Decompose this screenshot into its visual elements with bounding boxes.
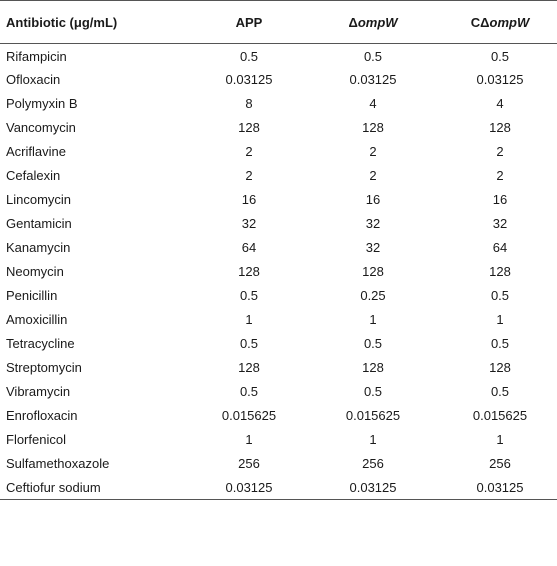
antibiotic-name-cell: Neomycin [6,264,64,279]
app-value-cell: 128 [238,120,260,135]
table-row [0,68,557,92]
mutant-value-cell: 128 [362,360,384,375]
table-row [0,332,557,356]
app-value-cell: 0.015625 [221,408,277,423]
mutant-value-cell: 0.03125 [303,476,443,500]
antibiotic-name-cell: Vancomycin [6,120,76,135]
mutant-value-cell: 256 [362,456,384,471]
app-value-cell: 128 [238,360,260,375]
header-row [0,1,557,44]
antibiotic-name-cell: Florfenicol [6,432,66,447]
app-value-cell: 1 [245,432,253,447]
complement-value-cell: 4 [496,96,504,111]
header-mutant-gene: ompW [357,14,398,30]
mutant-value-cell: 0.25 [360,288,386,303]
complement-value-cell: 0.5 [490,384,510,399]
header-complement [443,1,557,44]
app-value-cell: 0.5 [239,336,259,351]
complement-value-cell: 0.5 [490,49,510,65]
app-value-cell: 8 [245,96,253,111]
table-row [0,356,557,380]
antibiotic-name-cell: Gentamicin [6,216,72,231]
complement-value-cell: 32 [492,216,508,231]
mutant-value-cell: 4 [369,96,377,111]
complement-value-cell: 64 [492,240,508,255]
mutant-value-cell: 0.5 [363,336,383,351]
table-row [0,404,557,428]
table-row [0,92,557,116]
table-row [0,236,557,260]
antibiotic-name-cell: Tetracycline [6,336,75,351]
mutant-value-cell: 32 [365,216,381,231]
complement-value-cell: 0.03125 [476,72,524,87]
antibiotic-name-cell: Polymyxin B [6,96,78,111]
table-row [0,452,557,476]
header-complement-gene: ompW [489,14,530,30]
complement-value-cell: 1 [496,432,504,447]
complement-value-cell: 0.015625 [472,408,528,423]
mutant-value-cell: 0.5 [363,49,383,65]
complement-value-cell: 16 [492,192,508,207]
app-value-cell: 0.03125 [225,72,273,87]
header-mutant-prefix: Δ [348,14,358,30]
antibiotic-name-cell: Lincomycin [6,192,72,207]
header-antibiotic: Antibiotic (μg/mL) [0,1,195,44]
mutant-value-cell: 0.03125 [349,72,397,87]
mutant-value-cell: 2 [369,144,377,159]
mutant-value-cell: 128 [362,120,384,135]
complement-value-cell: 1 [496,312,504,327]
complement-value-cell: 128 [489,264,511,279]
table-row [0,164,557,188]
app-value-cell: 256 [238,456,260,471]
mutant-value-cell: 1 [369,432,377,447]
mutant-value-cell: 32 [365,240,381,255]
complement-value-cell: 2 [496,144,504,159]
antibiotic-name-cell: Cefalexin [6,168,61,183]
mutant-value-cell: 1 [369,312,377,327]
table-row [0,116,557,140]
app-value-cell: 0.5 [239,384,259,399]
app-value-cell: 0.5 [239,288,259,303]
table-row [0,428,557,452]
complement-value-cell: 256 [489,456,511,471]
complement-value-cell: 0.03125 [443,476,557,500]
antibiotic-name-cell: Amoxicillin [6,312,68,327]
table-row [0,140,557,164]
antibiotic-name-cell: Ceftiofur sodium [0,476,195,500]
table-row [0,212,557,236]
complement-value-cell: 0.5 [490,336,510,351]
complement-value-cell: 2 [496,168,504,183]
table-header [0,1,557,44]
app-value-cell: 64 [241,240,257,255]
complement-value-cell: 0.5 [490,288,510,303]
header-mutant [303,1,443,44]
app-value-cell: 2 [245,168,253,183]
antibiotic-name-cell: Streptomycin [6,360,82,375]
mutant-value-cell: 0.5 [363,384,383,399]
mutant-value-cell: 2 [369,168,377,183]
app-value-cell: 0.5 [239,49,259,65]
table-row [0,308,557,332]
antibiotic-name-cell: Acriflavine [6,144,66,159]
mutant-value-cell: 128 [362,264,384,279]
table-row [0,380,557,404]
table-row [0,284,557,308]
header-complement-prefix: CΔ [470,14,490,30]
complement-value-cell: 128 [489,360,511,375]
table-row [0,188,557,212]
app-value-cell: 128 [238,264,260,279]
complement-value-cell: 128 [489,120,511,135]
app-value-cell: 16 [241,192,257,207]
app-value-cell: 32 [241,216,257,231]
antibiotic-name-cell: Ofloxacin [6,72,61,87]
table-row [0,44,557,68]
antibiotic-name-cell: Rifampicin [6,49,67,65]
antibiotic-name-cell: Penicillin [6,288,58,303]
table-body [0,44,557,500]
table-row [0,476,557,500]
antibiotic-name-cell: Sulfamethoxazole [6,456,110,471]
table-row [0,260,557,284]
app-value-cell: 0.03125 [195,476,303,500]
mutant-value-cell: 16 [365,192,381,207]
mutant-value-cell: 0.015625 [345,408,401,423]
antibiotic-name-cell: Kanamycin [6,240,71,255]
app-value-cell: 2 [245,144,253,159]
antibiotic-name-cell: Vibramycin [6,384,71,399]
header-app: APP [195,1,303,44]
app-value-cell: 1 [245,312,253,327]
antibiotic-name-cell: Enrofloxacin [6,408,78,423]
